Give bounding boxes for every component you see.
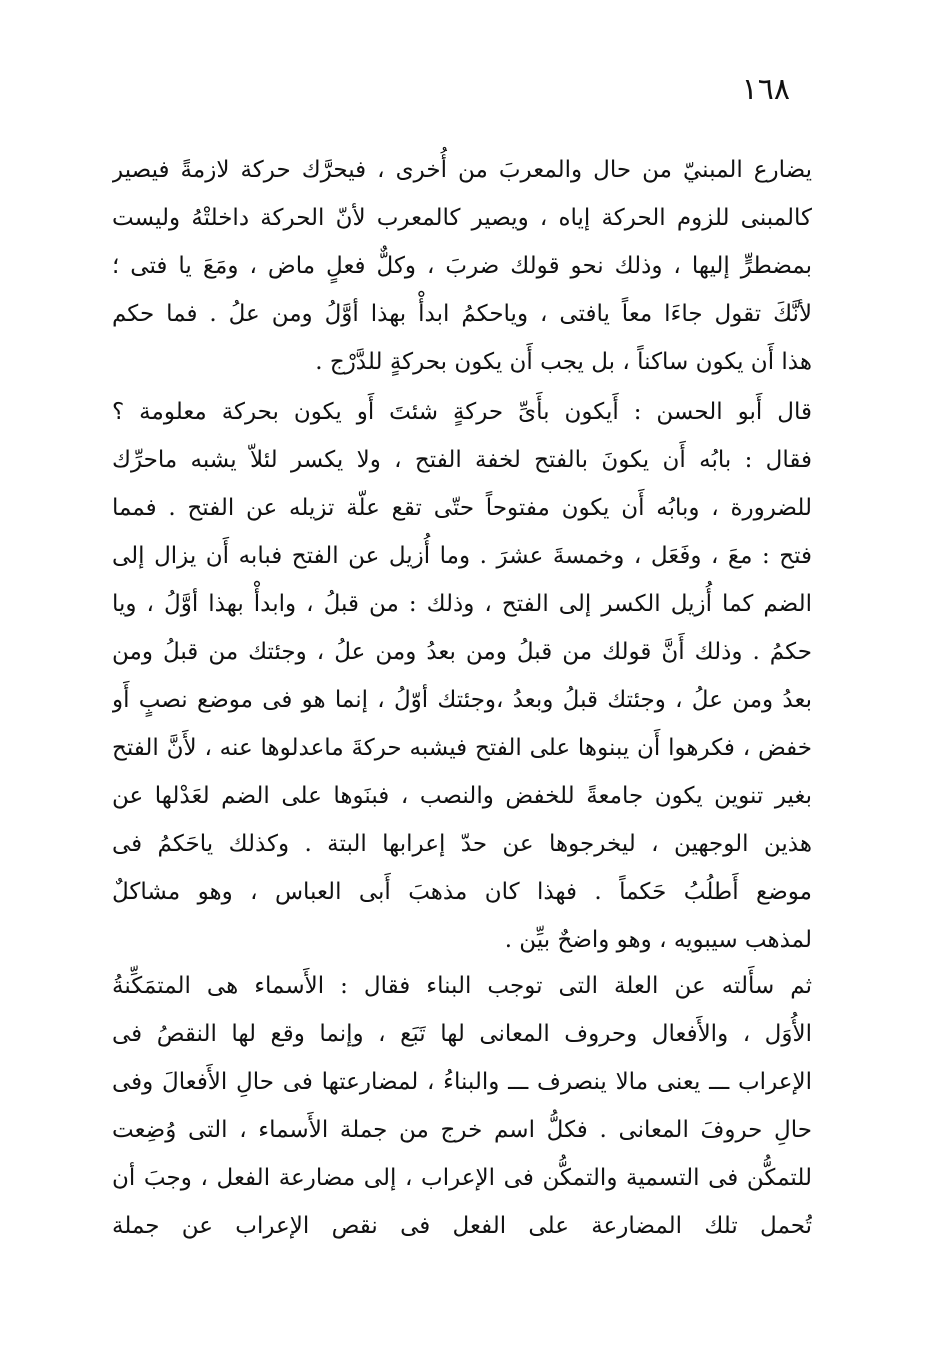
text-line: قال أَبو الحسن : أَيكون بأَىِّ حركةٍ شئتَ أَو يكون بحركة معلومة ؟	[112, 399, 812, 425]
text-line: الأُوَل ، والأَفعال وحروف المعانى لها تَبَع ، وإنما وقع لها النقصُ فى	[112, 1021, 812, 1047]
text-line: الإعراب ـــ يعنى مالا ينصرف ـــ والبناءُ ، لمضارعتها فى حالِ الأَفعالَ وفى	[112, 1069, 812, 1095]
text-line: هذا أَن يكون ساكناً ، بل يجب أَن يكون بحركةٍ للدَّرْج .	[315, 349, 812, 375]
text-line: يضارع المبنيّ من حال والمعربَ من أُخرى ، فيحرَّك حركة لازمةً فيصير	[112, 157, 812, 183]
text-line: للضرورة ، وبابُه أَن يكون مفتوحاً حتّى تقع علّة تزيله عن الفتح . فمما	[112, 495, 812, 521]
text-line: هذين الوجهين ، ليخرجوها عن حدّ إعرابها البتة . وكذلك ياحَكمُ فى	[112, 831, 812, 857]
text-line: بعدُ ومن علُ ، وجئتك قبلُ وبعدُ ،وجئتك أوّلُ ، إنما هو فى موضع نصبٍ أَو	[112, 687, 812, 713]
text-line: لأنَّكَ تقول جاءَا معاً يافتى ، وياحكمُ ابدأْ بهذا أوَّلُ ومن علُ . فما حكم	[112, 301, 812, 327]
text-line: الضم كما أُزيل الكسر إلى الفتح ، وذلك : من قبلُ ، وابدأْ بهذا أوَّلُ ، ويا	[112, 591, 812, 617]
text-line: حالِ حروفَ المعانى . فكلُّ اسم خرج من جملة الأَسماء ، التى وُضِعت	[112, 1117, 812, 1143]
paragraph-3	[112, 962, 812, 1250]
text-line: كالمبنى للزوم الحركة إياه ، ويصير كالمعرب لأنّ الحركة داخلتْهُ وليست	[112, 205, 812, 231]
text-line: ثم سأَلته عن العلة التى توجب البناء فقال : الأَسماء هى المتمَكِّنةُ	[112, 973, 812, 999]
text-line: للتمكُّن فى التسمية والتمكُّن فى الإعراب ، إلى مضارعة الفعل ، وجبَ أن	[112, 1165, 812, 1191]
text-line: لمذهب سيبويه ، وهو واضحٌ بيِّن .	[504, 927, 812, 953]
text-line: فقال : بابُه أَن يكونَ بالفتح لخفة الفتح ، ولا يكسر لئلاّ يشبه ماحرِّك	[112, 447, 812, 473]
paragraph-2	[112, 388, 812, 964]
page-number: ١٦٨	[741, 72, 790, 107]
text-line: خفض ، فكرهوا أَن يبنوها على الفتح فيشبه حركةَ ماعدلوها عنه ، لأَنَّ الفتح	[112, 735, 812, 761]
paragraph-1	[112, 146, 812, 386]
text-line: موضع أَطلُبُ حَكماً . فهذا كان مذهبَ أَبى العباس ، وهو مشاكلٌ	[112, 879, 812, 905]
text-line: حكمُ . وذلك أَنَّ قولك من قبلُ ومن بعدُ ومن علُ ، وجئتك من قبلُ ومن	[112, 639, 812, 665]
text-line: فتح : معَ ، وفَعَل ، وخمسةَ عشرَ . وما أُزيل عن الفتح فبابه أَن يزال إلى	[112, 543, 812, 569]
text-line: تُحمل تلك المضارعة على الفعل فى نقص الإعراب عن جملة	[112, 1213, 812, 1239]
text-line: بغير تنوين يكون جامعةً للخفض والنصب ، فبنَوها على الضم لعَدْلها عن	[112, 783, 812, 809]
text-line: بمضطرٍّ إليها ، وذلك نحو قولك ضربَ ، وكلٌّ فعلٍ ماض ، ومَعَ يا فتى ؛	[112, 253, 812, 279]
